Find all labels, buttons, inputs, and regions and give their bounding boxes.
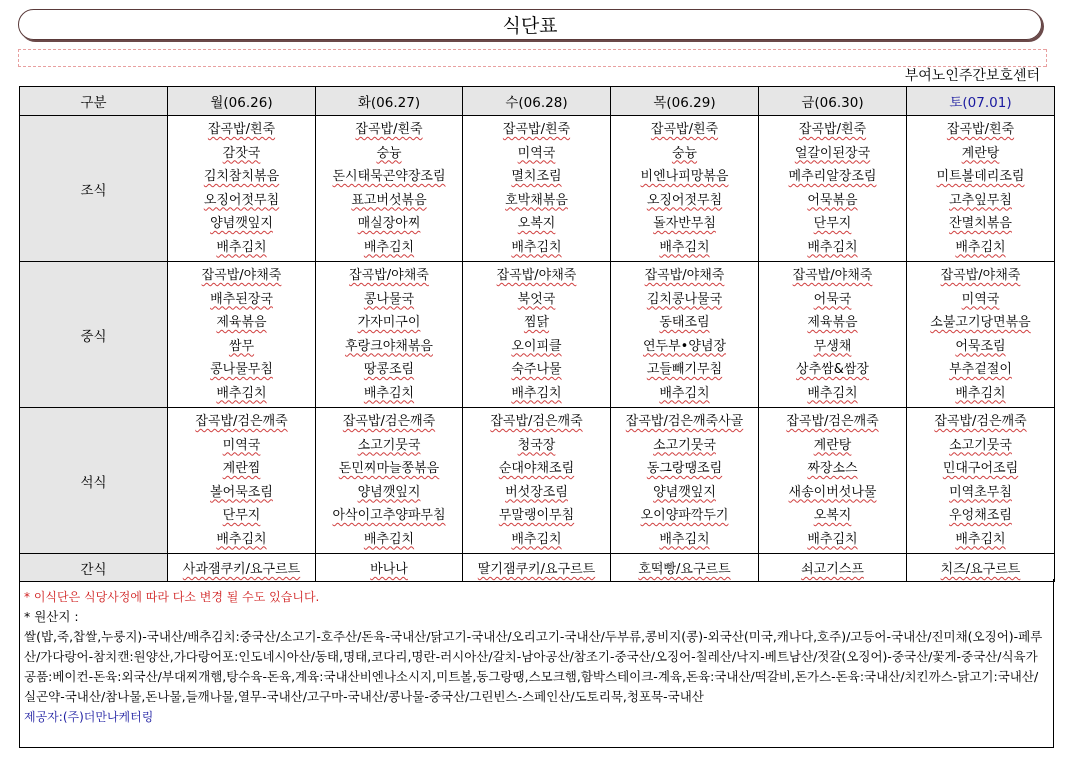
- menu-item-line: [168, 434, 315, 458]
- menu-item-line: [759, 264, 906, 288]
- menu-item: 잡곡밥/야채죽: [940, 268, 1021, 283]
- menu-item-line: [168, 410, 315, 434]
- menu-cell: [168, 408, 316, 554]
- page-guide-left: [18, 49, 19, 67]
- menu-item: 오이양파깍두기: [640, 508, 729, 523]
- menu-item: 김치참치볶음: [203, 169, 280, 184]
- menu-item: 배추김치: [363, 239, 415, 255]
- menu-item-line: [463, 358, 610, 382]
- menu-item-line: [907, 189, 1054, 213]
- menu-item: 잡곡밥/흰죽: [207, 122, 276, 137]
- menu-item: 배추김치: [659, 531, 710, 547]
- menu-item: 감잣국: [222, 145, 261, 161]
- menu-item: 동그랑땡조림: [646, 461, 723, 476]
- menu-item: 멸치조림: [511, 169, 562, 184]
- menu-item: 볼어묵조림: [210, 484, 273, 500]
- menu-item-line: [611, 382, 758, 406]
- snack-item: 딸기잼쿠키/요구르트: [477, 562, 596, 577]
- menu-item: 미역국: [961, 291, 1000, 307]
- menu-cell: [168, 116, 316, 262]
- menu-item-line: [611, 118, 758, 142]
- menu-item-line: [759, 212, 906, 236]
- snack-cell: [611, 554, 759, 582]
- menu-item-line: [168, 142, 315, 166]
- menu-item-line: [611, 311, 758, 335]
- menu-item: 새송이버섯나물: [788, 484, 877, 500]
- snack-cell: [168, 554, 316, 582]
- meal-label-dinner: 석식: [20, 408, 168, 554]
- menu-item: 우엉채조림: [949, 508, 1012, 523]
- page-guide-top: [18, 49, 1046, 50]
- header-day-fri: 금(06.30): [759, 87, 907, 116]
- menu-item-line: [759, 142, 906, 166]
- menu-item-line: [611, 410, 758, 434]
- menu-item-line: [463, 382, 610, 406]
- menu-cell: [759, 262, 907, 408]
- menu-cell: [907, 262, 1055, 408]
- menu-item-line: [316, 189, 462, 213]
- menu-item-line: [168, 288, 315, 312]
- menu-item: 제육볶음: [807, 315, 858, 330]
- menu-item: 배추된장국: [210, 291, 273, 307]
- menu-item: 배추김치: [955, 239, 1006, 255]
- meal-row-snack: [20, 554, 1055, 582]
- menu-item-line: [168, 457, 315, 481]
- menu-item-line: [463, 311, 610, 335]
- menu-item: 배추김치: [216, 385, 267, 401]
- page-title-text: 식단표: [502, 15, 558, 37]
- menu-item-line: [759, 236, 906, 260]
- menu-item-line: [168, 236, 315, 260]
- menu-item-line: [759, 335, 906, 359]
- menu-item: 돈시태묵곤약장조림: [332, 169, 446, 184]
- menu-item: 오이피클: [511, 338, 562, 354]
- menu-item: 메추리알장조림: [788, 169, 877, 184]
- menu-item-line: [611, 236, 758, 260]
- menu-item: 미역국: [517, 145, 556, 161]
- menu-item: 숙주나물: [511, 362, 562, 377]
- menu-item-line: [907, 142, 1054, 166]
- menu-item-line: [907, 288, 1054, 312]
- menu-item: 계란찜: [222, 461, 261, 476]
- menu-item-line: [168, 504, 315, 528]
- menu-item-line: [907, 264, 1054, 288]
- menu-item-line: [463, 504, 610, 528]
- menu-cell: [463, 116, 611, 262]
- header-day-mon: 월(06.26): [168, 87, 316, 116]
- menu-item: 부추겉절이: [949, 362, 1012, 377]
- menu-item: 표고버섯볶음: [351, 192, 427, 208]
- snack-cell: [463, 554, 611, 582]
- menu-item: 청국장: [517, 437, 556, 453]
- menu-item: 배추김치: [807, 385, 858, 401]
- menu-item-line: [759, 382, 906, 406]
- origin-text: 쌀(밥,죽,찹쌀,누룽지)-국내산/배추김치:중국산/소고기-호주산/돈육-국내산/닭고기-국내산/오리고기-국내산/두부류,콩비지(콩)-외국산(미국,캐나다,호주)/고등어-국내산/진미채(오징어)-페루산/가다랑어-참치캔:원양산,가다랑어포:인도네시아산/동태,명태,코다리,명란-러시아산/갈치-남아공산/참조기-중국산/오징어-칠레산/낙지-베트남산/젓갈(오징어)-중국산/꽃게-중국산/식육가공품:베이컨-돈육:외국산/부대찌개햄,탕수육-돈육,계육:국내산비엔나소시지,미트볼,동그랑땡,스모크햄,함박스테이크-계육,돈육:국내산/떡갈비,돈가스-돈육:국내산/치킨까스-닭고기:국내산/실곤약-국내산/참나물,돈나물,들깨나물,열무-국내산/고구마-국내산/콩나물-중국산/그린빈스-스페인산/도토리묵,청포묵-국내산: [24, 629, 1043, 704]
- menu-item-line: [316, 165, 462, 189]
- page-guide-bottom: [18, 66, 1046, 67]
- header-row: [20, 87, 1055, 116]
- menu-item: 잡곡밥/흰죽: [946, 122, 1015, 137]
- menu-item-line: [316, 288, 462, 312]
- menu-item-line: [759, 434, 906, 458]
- menu-item: 잡곡밥/흰죽: [355, 122, 423, 137]
- menu-item: 미역국: [222, 437, 261, 453]
- menu-cell: [168, 262, 316, 408]
- menu-item: 오징어젓무침: [646, 192, 723, 208]
- menu-item: 짜장소스: [807, 461, 858, 476]
- menu-item-line: [759, 528, 906, 552]
- menu-item: 잡곡밥/검은깨죽사골: [625, 414, 744, 429]
- menu-item: 미트볼데리조림: [936, 169, 1025, 184]
- menu-item-line: [759, 481, 906, 505]
- snack-cell: [907, 554, 1055, 582]
- menu-item-line: [907, 335, 1054, 359]
- menu-item-line: [907, 410, 1054, 434]
- menu-item-line: [907, 165, 1054, 189]
- menu-item-line: [907, 118, 1054, 142]
- menu-cell: [907, 116, 1055, 262]
- menu-item-line: [168, 528, 315, 552]
- notes-warning: * 이식단은 식당사정에 따라 다소 변경 될 수도 있습니다.: [24, 590, 320, 604]
- menu-item: 비엔나피망볶음: [640, 169, 729, 184]
- menu-item-line: [316, 212, 462, 236]
- menu-item: 배추김치: [216, 531, 267, 547]
- menu-cell: [907, 408, 1055, 554]
- menu-item-line: [316, 335, 462, 359]
- menu-item: 콩나물국: [363, 291, 415, 307]
- menu-item-line: [759, 165, 906, 189]
- menu-item-line: [316, 457, 462, 481]
- menu-item-line: [463, 165, 610, 189]
- menu-item-line: [759, 457, 906, 481]
- menu-item: 배추김치: [363, 385, 415, 401]
- menu-item: 잡곡밥/야채죽: [644, 268, 725, 283]
- menu-item: 어묵조림: [955, 338, 1006, 354]
- menu-item-line: [463, 434, 610, 458]
- menu-item-line: [907, 481, 1054, 505]
- menu-item: 잡곡밥/야채죽: [349, 268, 429, 283]
- menu-item-line: [463, 264, 610, 288]
- menu-item-line: [316, 311, 462, 335]
- menu-item: 매실장아찌: [357, 216, 421, 231]
- menu-item: 잡곡밥/흰죽: [650, 122, 719, 137]
- menu-item: 얼갈이된장국: [794, 145, 871, 161]
- menu-item: 후랑크야채볶음: [345, 338, 433, 354]
- menu-item-line: [611, 457, 758, 481]
- menu-item: 돌자반무침: [653, 216, 716, 231]
- menu-item: 아삭이고추양파무침: [332, 508, 446, 523]
- menu-item: 잡곡밥/검은깨죽: [934, 414, 1027, 429]
- menu-item-line: [907, 311, 1054, 335]
- menu-item-line: [316, 236, 462, 260]
- menu-item-line: [611, 335, 758, 359]
- menu-item-line: [316, 118, 462, 142]
- menu-item: 배추김치: [659, 385, 710, 401]
- menu-item: 배추김치: [363, 531, 415, 547]
- menu-item: 고추잎무침: [949, 192, 1012, 208]
- menu-item-line: [907, 212, 1054, 236]
- menu-item: 소고기뭇국: [357, 437, 421, 453]
- menu-item: 김치콩나물국: [646, 291, 723, 307]
- menu-item-line: [463, 528, 610, 552]
- menu-item: 배추김치: [955, 531, 1006, 547]
- menu-item-line: [168, 382, 315, 406]
- menu-item-line: [759, 118, 906, 142]
- menu-item: 고들빼기무침: [646, 362, 723, 377]
- menu-item-line: [759, 410, 906, 434]
- menu-cell: [611, 262, 759, 408]
- menu-item: 쌈무: [228, 338, 255, 354]
- menu-cell: [611, 116, 759, 262]
- menu-item: 양념깻잎지: [653, 484, 716, 500]
- menu-item-line: [611, 142, 758, 166]
- menu-item: 오복지: [517, 216, 556, 231]
- supplier: 제공자:(주)더만나케터링: [24, 710, 154, 724]
- menu-item: 어묵국: [813, 291, 852, 307]
- menu-item: 잡곡밥/검은깨죽: [490, 414, 583, 429]
- menu-item-line: [759, 189, 906, 213]
- menu-item: 어묵볶음: [807, 192, 858, 208]
- menu-item-line: [759, 311, 906, 335]
- menu-item-line: [168, 311, 315, 335]
- meal-row-breakfast: [20, 116, 1055, 262]
- menu-item: 미역초무침: [949, 484, 1012, 500]
- menu-item-line: [168, 212, 315, 236]
- menu-item-line: [611, 264, 758, 288]
- menu-item: 버섯장조림: [505, 484, 568, 500]
- menu-item: 숭늉: [376, 145, 402, 161]
- menu-item: 찜닭: [523, 315, 550, 330]
- menu-item-line: [316, 410, 462, 434]
- menu-item: 잡곡밥/검은깨죽: [195, 414, 288, 429]
- menu-item: 제육볶음: [216, 315, 267, 330]
- meal-label-breakfast: 조식: [20, 116, 168, 262]
- menu-cell: [316, 116, 463, 262]
- menu-item-line: [316, 382, 462, 406]
- menu-item-line: [168, 481, 315, 505]
- menu-item-line: [611, 189, 758, 213]
- menu-item-line: [907, 528, 1054, 552]
- snack-item: 호떡빵/요구르트: [638, 562, 731, 577]
- menu-item-line: [316, 142, 462, 166]
- menu-cell: [611, 408, 759, 554]
- menu-item-line: [907, 236, 1054, 260]
- menu-item: 배추김치: [511, 385, 562, 401]
- menu-item: 동태조림: [659, 315, 710, 330]
- page-title: [18, 9, 1042, 40]
- menu-item-line: [463, 212, 610, 236]
- menu-item: 배추김치: [807, 531, 858, 547]
- menu-item-line: [907, 434, 1054, 458]
- menu-item: 양념깻잎지: [357, 484, 421, 500]
- menu-item: 잡곡밥/야채죽: [792, 268, 873, 283]
- menu-item: 오징어젓무침: [203, 192, 280, 208]
- menu-item-line: [316, 264, 462, 288]
- menu-item-line: [168, 264, 315, 288]
- menu-item: 단무지: [813, 216, 852, 231]
- menu-item: 소고기뭇국: [949, 437, 1012, 453]
- menu-item: 양념깻잎지: [210, 216, 273, 231]
- header-day-tue: 화(06.27): [316, 87, 463, 116]
- menu-item-line: [463, 335, 610, 359]
- menu-item-line: [463, 118, 610, 142]
- header-day-thu: 목(06.29): [611, 87, 759, 116]
- menu-item: 오복지: [813, 508, 852, 523]
- menu-item-line: [463, 481, 610, 505]
- menu-item-line: [611, 358, 758, 382]
- center-name: 부여노인주간보호센터: [904, 68, 1040, 84]
- snack-item: 치즈/요구르트: [940, 562, 1021, 577]
- menu-item: 상추쌈&쌈장: [796, 362, 869, 377]
- snack-cell: [759, 554, 907, 582]
- menu-item-line: [907, 382, 1054, 406]
- menu-cell: [759, 116, 907, 262]
- snack-cell: [316, 554, 463, 582]
- menu-item: 콩나물무침: [210, 362, 273, 377]
- header-label: 구분: [20, 87, 168, 116]
- page-guide-right: [1046, 49, 1047, 67]
- menu-item-line: [463, 457, 610, 481]
- header-day-wed: 수(06.28): [463, 87, 611, 116]
- menu-item-line: [611, 434, 758, 458]
- menu-item: 순대야채조림: [498, 461, 575, 476]
- menu-item-line: [316, 434, 462, 458]
- menu-item-line: [168, 358, 315, 382]
- menu-item: 가자미구이: [357, 315, 421, 330]
- menu-item: 잡곡밥/검은깨죽: [786, 414, 879, 429]
- menu-item-line: [463, 236, 610, 260]
- notes-section: [19, 579, 1054, 748]
- meal-label-lunch: 중식: [20, 262, 168, 408]
- menu-item: 땅콩조림: [363, 362, 415, 377]
- menu-item-line: [168, 165, 315, 189]
- menu-item-line: [316, 528, 462, 552]
- menu-item: 소불고기당면볶음: [930, 315, 1031, 330]
- menu-item-line: [611, 288, 758, 312]
- menu-item-line: [611, 212, 758, 236]
- menu-item: 잡곡밥/야채죽: [496, 268, 577, 283]
- menu-item: 북엇국: [517, 291, 556, 307]
- menu-item-line: [463, 142, 610, 166]
- menu-item: 무말랭이무침: [498, 508, 575, 523]
- menu-item-line: [907, 358, 1054, 382]
- menu-item: 배추김치: [659, 239, 710, 255]
- menu-cell: [463, 408, 611, 554]
- menu-item-line: [168, 189, 315, 213]
- snack-item: 쇠고기스프: [801, 562, 864, 577]
- menu-item-line: [907, 504, 1054, 528]
- menu-item: 연두부•양념장: [642, 338, 727, 354]
- menu-item-line: [759, 504, 906, 528]
- snack-item: 바나나: [370, 562, 408, 577]
- menu-item: 배추김치: [807, 239, 858, 255]
- menu-item: 잔멸치볶음: [949, 216, 1012, 231]
- menu-item-line: [907, 457, 1054, 481]
- menu-table: [19, 86, 1055, 582]
- origin-heading: * 원산지 :: [24, 609, 79, 624]
- menu-item-line: [759, 288, 906, 312]
- menu-item: 배추김치: [511, 531, 562, 547]
- menu-item-line: [463, 288, 610, 312]
- menu-item: 숭늉: [671, 145, 698, 161]
- menu-cell: [316, 262, 463, 408]
- menu-item: 잡곡밥/흰죽: [502, 122, 571, 137]
- menu-item-line: [316, 481, 462, 505]
- menu-item: 돈민찌마늘쫑볶음: [338, 461, 440, 476]
- menu-item: 호박채볶음: [505, 192, 568, 208]
- meal-label-snack: 간식: [20, 554, 168, 582]
- menu-item: 계란탕: [961, 145, 1000, 161]
- menu-item: 소고기뭇국: [653, 437, 716, 453]
- menu-item-line: [316, 358, 462, 382]
- menu-item-line: [463, 410, 610, 434]
- header-day-sat: 토(07.01): [907, 87, 1055, 116]
- menu-item-line: [611, 165, 758, 189]
- menu-item: 배추김치: [216, 239, 267, 255]
- meal-row-dinner: [20, 408, 1055, 554]
- menu-item: 잡곡밥/흰죽: [798, 122, 867, 137]
- menu-cell: [463, 262, 611, 408]
- menu-item: 배추김치: [955, 385, 1006, 401]
- menu-item: 단무지: [222, 508, 261, 523]
- menu-item-line: [611, 504, 758, 528]
- menu-item: 계란탕: [813, 437, 852, 453]
- meal-row-lunch: [20, 262, 1055, 408]
- menu-item: 잡곡밥/검은깨죽: [342, 414, 436, 429]
- menu-item-line: [759, 358, 906, 382]
- menu-item-line: [168, 118, 315, 142]
- menu-item-line: [168, 335, 315, 359]
- menu-item-line: [316, 504, 462, 528]
- menu-item-line: [611, 528, 758, 552]
- menu-item: 무생채: [813, 338, 852, 354]
- menu-cell: [316, 408, 463, 554]
- menu-item: 배추김치: [511, 239, 562, 255]
- snack-item: 사과잼쿠키/요구르트: [182, 562, 301, 577]
- menu-item: 잡곡밥/야채죽: [201, 268, 282, 283]
- menu-cell: [759, 408, 907, 554]
- menu-item-line: [463, 189, 610, 213]
- menu-item-line: [611, 481, 758, 505]
- menu-item: 민대구어조림: [942, 461, 1019, 476]
